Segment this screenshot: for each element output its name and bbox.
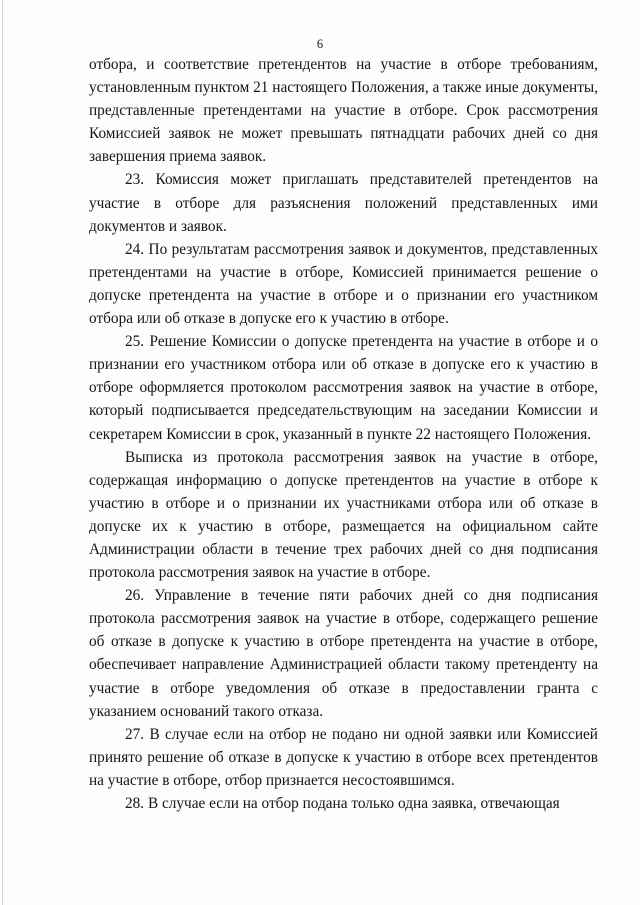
paragraph-23: 23. Комиссия может приглашать представителей претендентов на участие в отборе для разъяснения положений представленных ими документов и заявок.	[89, 171, 598, 235]
page-number: 6	[316, 37, 324, 51]
scan-edge-line	[2, 0, 3, 905]
paragraph-continued: отбора, и соответствие претендентов на участие в отборе требованиям, установленным пунктом 21 настоящего Положения, а также иные документы, представленные претендентами на участие в отборе. Срок рассмотрения Комиссией заявок не может превышать пятнадцати рабочих дней со дня завершения приема заявок.	[89, 56, 598, 166]
paragraph-24: 24. По результатам рассмотрения заявок и документов, представленных претендентами на участие в отборе, Комиссией принимается решение о допуске претендента на участие в отборе и о признании его участником отбора или об отказе в допуске его к участию в отборе.	[89, 240, 598, 328]
paragraph-25-extract: Выписка из протокола рассмотрения заявок на участие в отборе, содержащая информацию о допуске претендентов на участие в отборе к участию в отборе и о признании их участниками отбора или об отказе в допуске их к участию в отборе, размещается на официальном сайте Администрации области в течение трех рабочих дней со дня подписания протокола рассмотрения заявок на участие в отборе.	[89, 448, 598, 582]
paragraph-26: 26. Управление в течение пяти рабочих дней со дня подписания протокола рассмотрения заявок на участие в отборе, содержащего решение об отказе в допуске к участию в отборе претендента на участие в отборе, обеспечивает направление Администрацией области такому претенденту на участие в отборе уведомления об отказе в предоставлении гранта с указанием оснований такого отказа.	[89, 587, 598, 720]
document-body	[89, 53, 598, 815]
paragraph-25: 25. Решение Комиссии о допуске претендента на участие в отборе и о признании его участником отбора или об отказе в допуске его к участию в отборе оформляется протоколом рассмотрения заявок на участие в отборе, который подписывается председательствующим на заседании Комиссии и секретарем Комиссии в срок, указанный в пункте 22 настоящего Положения.	[89, 333, 598, 443]
paragraph-28: 28. В случае если на отбор подана только одна заявка, отвечающая	[125, 795, 560, 812]
paragraph-27: 27. В случае если на отбор не подано ни одной заявки или Комиссией принято решение об отказе в допуске к участию в отборе всех претендентов на участие в отборе, отбор признается несостоявшимся.	[89, 725, 598, 789]
